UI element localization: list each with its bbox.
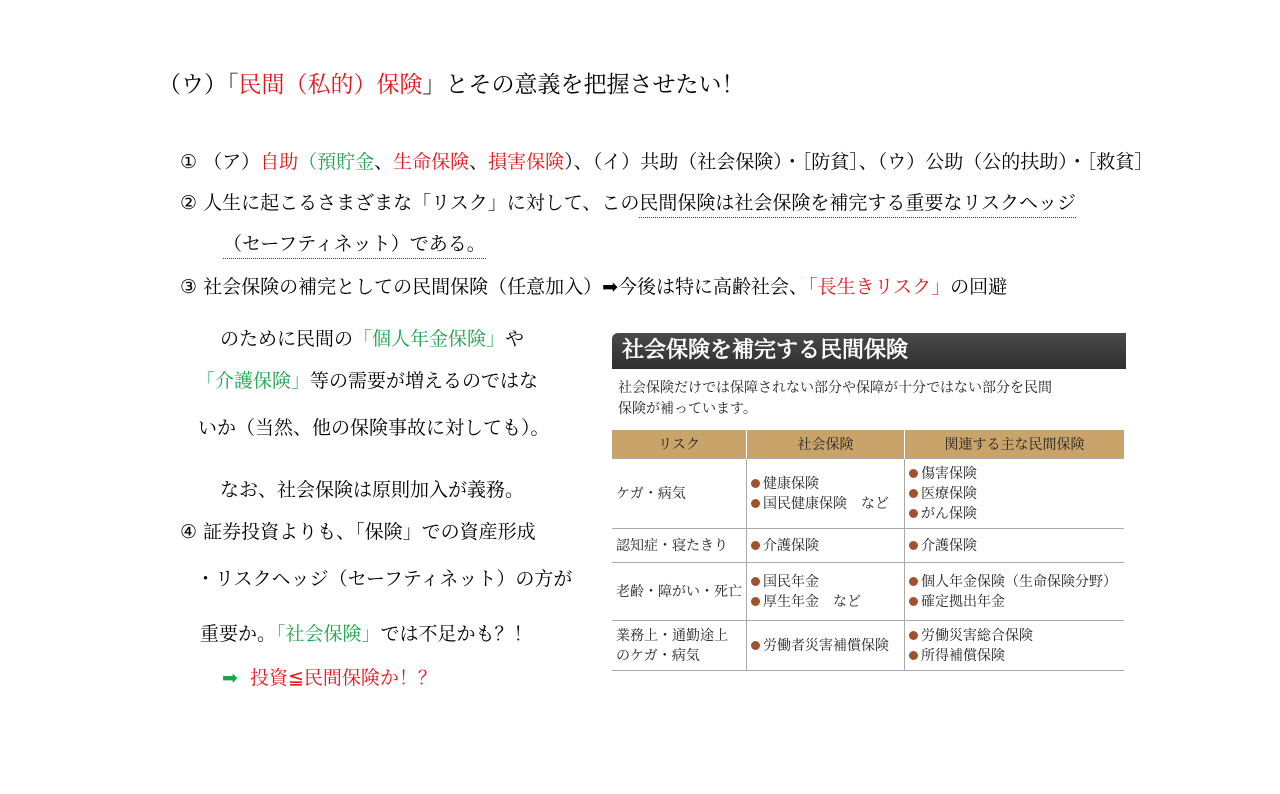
cell-text: 労働者災害補償保険 bbox=[763, 637, 889, 654]
cell-text: 業務上・通勤途上 bbox=[616, 627, 728, 644]
header-private-insurance: 関連する主な民間保険 bbox=[905, 430, 1124, 459]
box-description-line-2: 保険が補っています。 bbox=[618, 401, 757, 417]
cell-text: 介護保険 bbox=[763, 537, 819, 554]
point-2-line-1 bbox=[180, 191, 1076, 215]
table-cell-private bbox=[905, 621, 1124, 671]
risk-label bbox=[616, 536, 742, 556]
table-cell-social bbox=[747, 459, 905, 529]
bullet-icon bbox=[751, 479, 760, 488]
list-item bbox=[909, 536, 1120, 556]
para-care-insurance: 「介護保険」 bbox=[196, 370, 311, 392]
table-cell-social bbox=[747, 621, 905, 671]
risk-label bbox=[616, 582, 742, 602]
header-risk: リスク bbox=[612, 430, 747, 459]
cell-text: 所得補償保険 bbox=[921, 647, 1006, 664]
point-3-longevity-risk: 「長生きリスク」 bbox=[808, 276, 951, 298]
table-cell-social bbox=[747, 529, 905, 563]
point-1-prefix: ① （ア） bbox=[180, 151, 261, 173]
table-header-row bbox=[612, 430, 1124, 459]
list-item bbox=[909, 646, 1120, 666]
point-4-line-1: ④ 証券投資よりも、「保険」での資産形成 bbox=[180, 521, 536, 543]
table-cell-social bbox=[747, 563, 905, 621]
cell-text: 確定拠出年金 bbox=[921, 593, 1006, 610]
list-item bbox=[751, 536, 900, 556]
point-4-line-3-suffix: では不足かも？！ bbox=[380, 623, 533, 645]
list-item bbox=[751, 636, 900, 656]
list-item bbox=[909, 504, 1120, 524]
point-1-sep1: 、 bbox=[374, 151, 394, 173]
cell-text: 老齢・障がい・死亡 bbox=[616, 583, 742, 600]
title-suffix: 」とその意義を把握させたい！ bbox=[422, 72, 745, 98]
cell-text: 国民健康保険 など bbox=[763, 495, 889, 512]
arrow-right-icon: ➡ bbox=[222, 667, 238, 689]
cell-text: 介護保険 bbox=[921, 537, 978, 554]
cell-text: 厚生年金 など bbox=[763, 593, 861, 610]
list-item bbox=[751, 592, 900, 612]
point-3 bbox=[180, 275, 1007, 299]
table-cell-private bbox=[905, 563, 1124, 621]
risk-label bbox=[616, 484, 742, 504]
cell-text: 医療保険 bbox=[921, 485, 978, 502]
para-line-1-suffix: や bbox=[505, 328, 525, 350]
point-3-prefix: ③ 社会保険の補完としての民間保険（任意加入）➡今後は特に高齢社会、 bbox=[180, 276, 808, 298]
private-insurance-box bbox=[612, 333, 1126, 671]
bullet-icon bbox=[909, 509, 918, 518]
title-prefix: （ウ）「 bbox=[158, 72, 239, 98]
list-item bbox=[751, 474, 900, 494]
bullet-icon bbox=[751, 577, 760, 586]
point-2-line-2-text: （セーフティネット）である。 bbox=[223, 233, 486, 259]
table-row bbox=[612, 563, 1124, 621]
table-cell-private bbox=[905, 459, 1124, 529]
point-1 bbox=[180, 150, 1153, 174]
risk-label bbox=[616, 626, 742, 646]
box-description bbox=[618, 378, 1126, 420]
cell-text: 国民年金 bbox=[763, 573, 819, 590]
cell-text: のケガ・病気 bbox=[616, 647, 700, 664]
insurance-table bbox=[612, 430, 1124, 671]
para-line-2 bbox=[196, 369, 538, 393]
list-item bbox=[751, 572, 900, 592]
cell-text: ケガ・病気 bbox=[616, 485, 686, 502]
list-item bbox=[909, 626, 1120, 646]
table-cell-risk bbox=[612, 563, 747, 621]
cell-text: 認知症・寝たきり bbox=[616, 537, 728, 554]
title-private-insurance: 民間（私的）保険 bbox=[238, 72, 423, 98]
cell-text: 個人年金保険（生命保険分野） bbox=[921, 573, 1118, 590]
point-1-paren: （ bbox=[298, 151, 318, 173]
list-item bbox=[751, 494, 900, 514]
para-line-2-suffix: 等の需要が増えるのではな bbox=[310, 370, 539, 392]
point-2-line-2 bbox=[223, 232, 486, 256]
bullet-icon bbox=[909, 469, 918, 478]
list-item bbox=[909, 592, 1120, 612]
point-1-songai: 損害保険 bbox=[488, 151, 565, 173]
table-row bbox=[612, 459, 1124, 529]
table-row bbox=[612, 529, 1124, 563]
bullet-icon bbox=[751, 597, 760, 606]
bullet-icon bbox=[909, 489, 918, 498]
para-pension-insurance: 「個人年金保険」 bbox=[353, 328, 506, 350]
para-line-4: なお、社会保険は原則加入が義務。 bbox=[220, 479, 525, 501]
para-line-3: いか（当然、他の保険事故に対しても）。 bbox=[198, 417, 550, 439]
point-1-seimei: 生命保険 bbox=[393, 151, 470, 173]
point-4-line-3-prefix: 重要か。 bbox=[200, 623, 277, 645]
bullet-icon bbox=[751, 499, 760, 508]
point-2-underlined: 民間保険は社会保険を補完する重要なリスクヘッジ bbox=[639, 192, 1076, 218]
cell-text: がん保険 bbox=[921, 505, 978, 522]
table-cell-risk bbox=[612, 529, 747, 563]
point-1-sep2: 、 bbox=[469, 151, 489, 173]
table-cell-risk bbox=[612, 459, 747, 529]
point-4-conclusion: 投資≦民間保険か！？ bbox=[250, 667, 437, 689]
table-cell-private bbox=[905, 529, 1124, 563]
point-4-line-4 bbox=[222, 666, 437, 690]
bullet-icon bbox=[909, 541, 918, 550]
risk-label bbox=[616, 646, 742, 666]
table-row bbox=[612, 621, 1124, 671]
point-3-suffix: の回避 bbox=[950, 276, 1008, 298]
point-1-yochokin: 預貯金 bbox=[317, 151, 375, 173]
slide-title bbox=[158, 70, 745, 100]
bullet-icon bbox=[909, 597, 918, 606]
para-line-1 bbox=[220, 327, 524, 351]
table-cell-risk bbox=[612, 621, 747, 671]
cell-text: 傷害保険 bbox=[921, 465, 978, 482]
point-4-line-2: ・リスクヘッジ（セーフティネット）の方が bbox=[196, 568, 573, 590]
cell-text: 労働災害総合保険 bbox=[921, 627, 1034, 644]
list-item bbox=[909, 484, 1120, 504]
list-item bbox=[909, 464, 1120, 484]
bullet-icon bbox=[909, 577, 918, 586]
list-item bbox=[909, 572, 1120, 592]
box-description-line-1: 社会保険だけでは保障されない部分や保障が十分ではない部分を民間 bbox=[618, 380, 1052, 396]
point-4-line-3 bbox=[200, 622, 533, 646]
cell-text: 健康保険 bbox=[763, 475, 819, 492]
bullet-icon bbox=[751, 541, 760, 550]
bullet-icon bbox=[909, 631, 918, 640]
bullet-icon bbox=[909, 651, 918, 660]
header-social-insurance: 社会保険 bbox=[747, 430, 905, 459]
point-2-prefix: ② 人生に起こるさまざまな「リスク」に対して、この bbox=[180, 192, 640, 214]
point-1-jijo: 自助 bbox=[260, 151, 299, 173]
point-1-rest: ）、（イ）共助（社会保険）・［防貧］、（ウ）公助（公的扶助）・［救貧］ bbox=[564, 151, 1154, 173]
point-4-social-insurance: 「社会保険」 bbox=[276, 623, 381, 645]
bullet-icon bbox=[751, 641, 760, 650]
para-line-1-prefix: のために民間の bbox=[220, 328, 354, 350]
box-title: 社会保険を補完する民間保険 bbox=[612, 333, 1126, 369]
